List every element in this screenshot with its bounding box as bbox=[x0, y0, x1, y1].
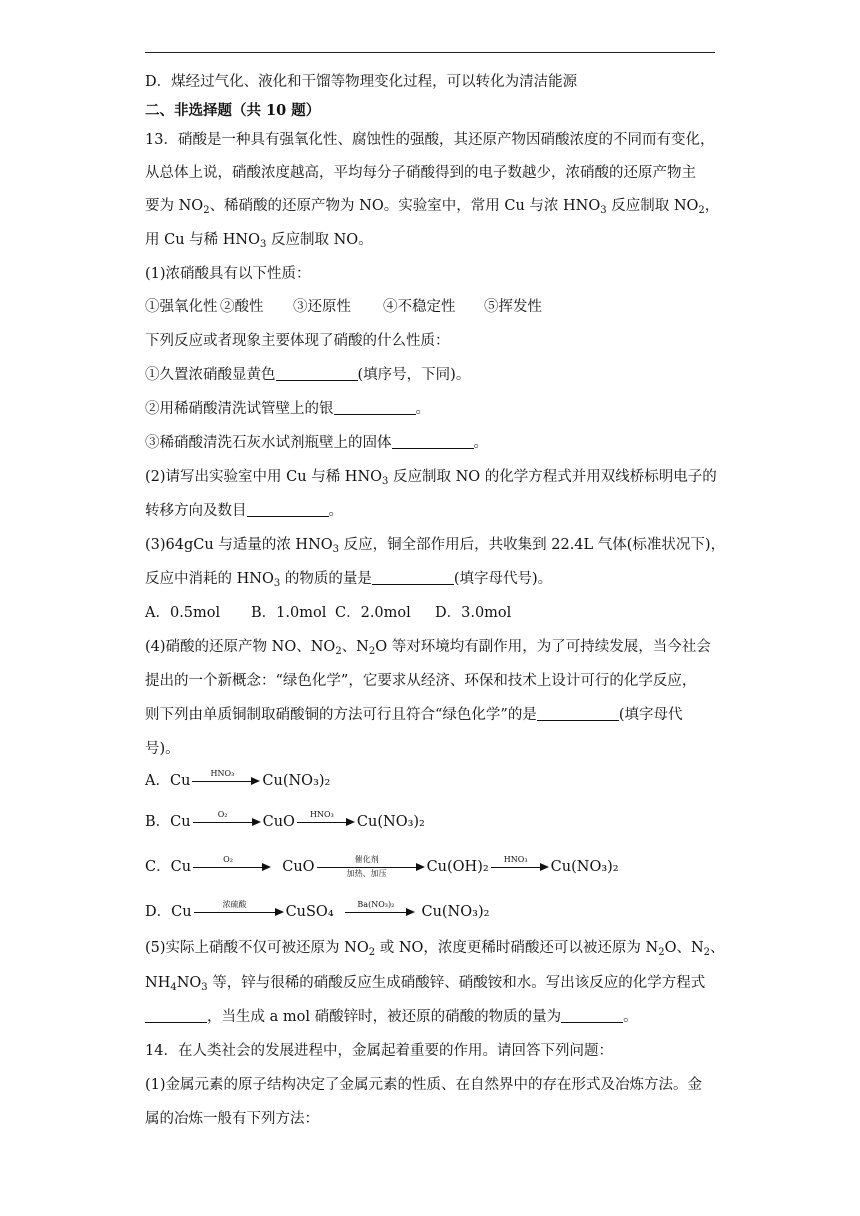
q13-line-2: 从总体上说，硝酸浓度越高，平均每分子硝酸得到的电子数越少，浓硝酸的还原产物主 bbox=[145, 165, 696, 181]
answer-blank[interactable] bbox=[247, 502, 329, 517]
q13-part1-b: ②用稀硝酸清洗试管壁上的银 。 bbox=[145, 401, 430, 417]
property-1: ①强氧化性 bbox=[145, 299, 218, 315]
q14-line-2: (1)金属元素的原子结构决定了金属元素的性质、在自然界中的存在形式及冶炼方法。金 bbox=[145, 1077, 703, 1093]
answer-blank[interactable] bbox=[276, 366, 358, 381]
route-option-a: A．Cu HNO₃ Cu(NO₃)₂ bbox=[145, 770, 330, 792]
reaction-arrow: 浓硫酸 bbox=[194, 901, 284, 923]
q13-line-1: 13．硝酸是一种具有强氧化性、腐蚀性的强酸，其还原产物因硝酸浓度的不同而有变化， bbox=[145, 132, 715, 148]
q13-part2-line-1: (2)请写出实验室中用 Cu 与稀 $HNO_3$ 反应制取 NO 的化学方程式并用双线桥标明电子的 bbox=[145, 469, 717, 487]
q13-part1-c: ③稀硝酸清洗石灰水试剂瓶壁上的固体 。 bbox=[145, 435, 488, 451]
property-list bbox=[145, 297, 542, 317]
route-option-d: D．Cu 浓硫酸 CuSO₄ Ba(NO₃)₂ Cu(NO₃)₂ bbox=[145, 901, 489, 923]
q13-part3-options bbox=[145, 603, 511, 623]
answer-blank[interactable] bbox=[372, 570, 454, 585]
reaction-arrow: Ba(NO₃)₂ bbox=[345, 901, 415, 923]
answer-blank[interactable] bbox=[145, 1008, 207, 1023]
section-title: 二、非选择题（共 10 题） bbox=[145, 102, 321, 119]
answer-blank[interactable] bbox=[561, 1008, 623, 1023]
q13-line-3: 要为 $NO_2$、稀硝酸的还原产物为 NO。实验室中，常用 Cu 与浓 $HNO_3$ 反应制取 $NO_2$， bbox=[145, 198, 720, 216]
q13-line-4: 用 Cu 与稀 $HNO_3$ 反应制取 NO。 bbox=[145, 232, 373, 250]
option-a: A．0.5mol bbox=[145, 605, 221, 621]
q13-part1-sub: 下列反应或者现象主要体现了硝酸的什么性质： bbox=[145, 333, 450, 349]
route-option-b: B．Cu O₂ CuO HNO₃ Cu(NO₃)₂ bbox=[145, 811, 425, 833]
option-d: D．3.0mol bbox=[435, 605, 512, 621]
property-2: ②酸性 bbox=[220, 299, 264, 315]
reaction-arrow: HNO₃ bbox=[491, 856, 549, 878]
answer-blank[interactable] bbox=[537, 706, 619, 721]
property-4: ④不稳定性 bbox=[383, 299, 456, 315]
q13-part2-line-2: 转移方向及数目 。 bbox=[145, 503, 343, 519]
option-b: B．1.0mol bbox=[251, 605, 327, 621]
q13-part4-line-3: 则下列由单质铜制取硝酸铜的方法可行且符合“绿色化学”的是 (填字母代 bbox=[145, 707, 683, 723]
q14-line-3: 属的冶炼一般有下列方法： bbox=[145, 1111, 319, 1127]
property-5: ⑤挥发性 bbox=[484, 299, 542, 315]
q13-part4-line-1: (4)硝酸的还原产物 NO、$NO_2$、$N_2O$ 等对环境均有副作用，为了可持续发展，当今社会 bbox=[145, 639, 711, 657]
q13-part5-line-2: $NH_4NO_3$ 等，锌与很稀的硝酸反应生成硝酸锌、硝酸铵和水。写出该反应的化学方程式 bbox=[145, 975, 706, 993]
q13-part1-a: ①久置浓硝酸显黄色 (填序号，下同)。 bbox=[145, 367, 471, 383]
answer-blank[interactable] bbox=[334, 400, 416, 415]
option-c: C．2.0mol bbox=[335, 605, 411, 621]
answer-blank[interactable] bbox=[392, 434, 474, 449]
q13-part3-line-1: (3)64gCu 与适量的浓 $HNO_3$ 反应，铜全部作用后，共收集到 22.4L 气体(标准状况下)， bbox=[145, 537, 726, 555]
q13-part4-line-2: 提出的一个新概念：“绿色化学”，它要求从经济、环保和技术上设计可行的化学反应， bbox=[145, 673, 697, 689]
q13-part3-line-2: 反应中消耗的 $HNO_3$ 的物质的量是 (填字母代号)。 bbox=[145, 571, 553, 589]
header-rule bbox=[145, 52, 715, 53]
option-d-text: D．煤经过气化、液化和干馏等物理变化过程，可以转化为清洁能源 bbox=[145, 74, 578, 90]
route-option-c: C．Cu O₂ CuO 催化剂 加热、加压 Cu(OH)₂ HNO₃ Cu(NO₃)₂ bbox=[145, 855, 619, 878]
q13-part1-title: (1)浓硝酸具有以下性质： bbox=[145, 266, 311, 282]
reaction-arrow: HNO₃ bbox=[297, 811, 355, 833]
q13-part5-line-1: (5)实际上硝酸不仅可被还原为 $NO_2$ 或 NO，浓度更稀时硝酸还可以被还原为 $N_2O$、$N_2$、 bbox=[145, 940, 725, 958]
reaction-arrow: O₂ bbox=[193, 811, 261, 833]
q14-line-1: 14．在人类社会的发展进程中，金属起着重要的作用。请回答下列问题： bbox=[145, 1043, 613, 1059]
q13-part5-line-3: ，当生成 a mol 硝酸锌时，被还原的硝酸的物质的量为 。 bbox=[145, 1007, 638, 1027]
reaction-arrow: 催化剂 加热、加压 bbox=[317, 856, 425, 878]
q13-part4-line-4: 号)。 bbox=[145, 741, 180, 757]
property-3: ③还原性 bbox=[293, 299, 351, 315]
reaction-arrow: O₂ bbox=[193, 856, 271, 878]
reaction-arrow: HNO₃ bbox=[192, 770, 260, 792]
